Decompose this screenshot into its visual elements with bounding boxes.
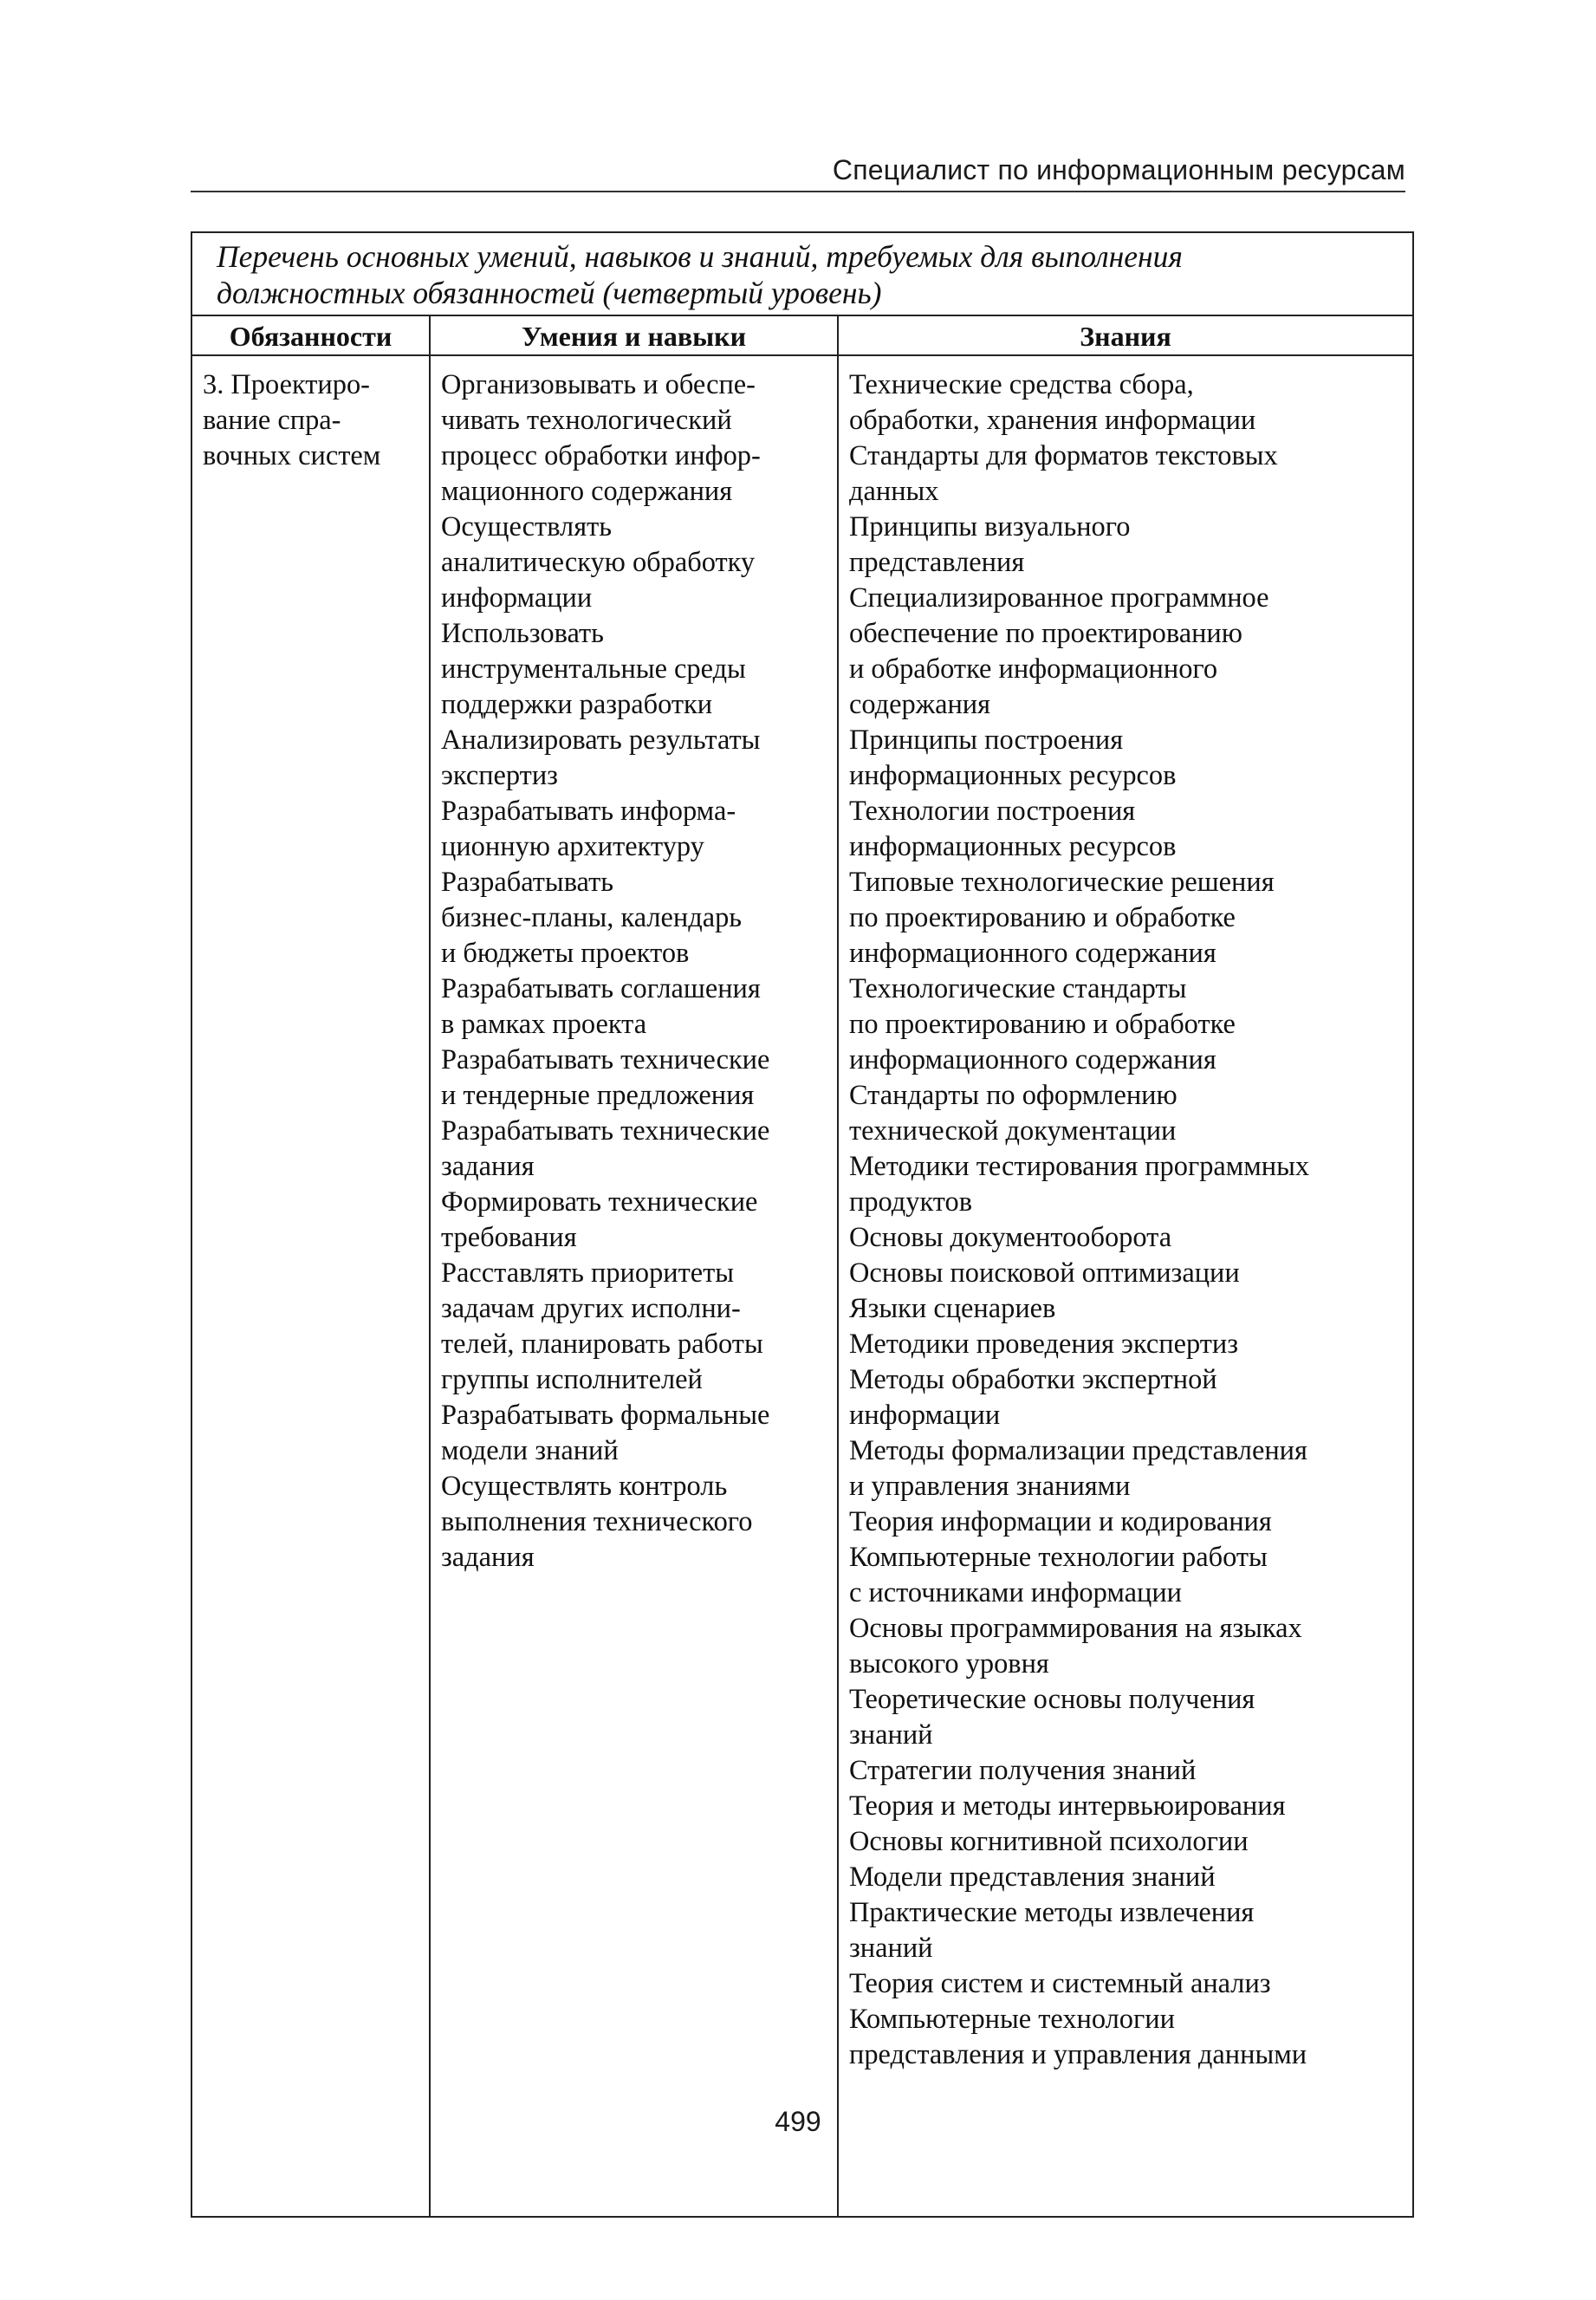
cell-line: Технические средства сбора, [849, 369, 1194, 400]
cell-line: Расставлять приоритеты [441, 1257, 735, 1289]
cell-line: продуктов [849, 1186, 972, 1218]
cell-line: поддержки разработки [441, 689, 713, 720]
cell-line: 3. Проектиро- [203, 369, 370, 400]
cell-line: аналитическую обработку [441, 547, 756, 578]
cell-line: Специализированное программное [849, 582, 1269, 614]
duties-cell [191, 355, 430, 2217]
column-header-knowledge: Знания [838, 315, 1413, 355]
cell-line: содержания [849, 689, 991, 720]
cell-line: Теория и методы интервьюирования [849, 1790, 1286, 1822]
cell-line: данных [849, 476, 939, 507]
cell-line: Организовывать и обеспе- [441, 369, 756, 400]
cell-line: информационного содержания [849, 1044, 1216, 1075]
cell-line: Принципы визуального [849, 511, 1131, 543]
cell-line: Разрабатывать формальные [441, 1400, 770, 1431]
cell-line: Разрабатывать технические [441, 1115, 770, 1147]
cell-line: информационных ресурсов [849, 760, 1177, 791]
cell-line: вание спра- [203, 405, 341, 436]
skills-cell [430, 355, 838, 2217]
cell-line: Теоретические основы получения [849, 1684, 1255, 1715]
cell-line: телей, планировать работы [441, 1329, 763, 1360]
cell-line: модели знаний [441, 1435, 619, 1466]
cell-line: с источниками информации [849, 1577, 1182, 1608]
column-header-skills: Умения и навыки [430, 315, 838, 355]
running-head: Специалист по информационным ресурсам [832, 154, 1405, 185]
cell-line: и тендерные предложения [441, 1080, 755, 1111]
cell-line: чивать технологический [441, 405, 732, 436]
cell-line: Основы документооборота [849, 1222, 1172, 1253]
cell-line: Стратегии получения знаний [849, 1755, 1197, 1786]
cell-line: и бюджеты проектов [441, 938, 690, 969]
cell-line: информации [849, 1400, 1001, 1431]
cell-line: Стандарты по оформлению [849, 1080, 1178, 1111]
cell-line: в рамках проекта [441, 1009, 647, 1040]
cell-line: группы исполнителей [441, 1364, 703, 1395]
cell-line: требования [441, 1222, 577, 1253]
cell-line: по проектированию и обработке [849, 1009, 1236, 1040]
cell-line: инструментальные среды [441, 653, 746, 685]
caption-line: должностных обязанностей (четвертый уровень) [217, 276, 882, 310]
cell-line: Методы формализации представления [849, 1435, 1307, 1466]
cell-line: задачам других исполни- [441, 1293, 741, 1324]
cell-line: Основы программирования на языках [849, 1613, 1302, 1644]
cell-line: бизнес-планы, календарь [441, 902, 743, 933]
cell-line: высокого уровня [849, 1648, 1049, 1680]
cell-line: представления и управления данными [849, 2039, 1307, 2070]
cell-line: Методики проведения экспертиз [849, 1329, 1238, 1360]
cell-line: Разрабатывать технические [441, 1044, 770, 1075]
cell-line: Теория систем и системный анализ [849, 1968, 1271, 1999]
cell-line: экспертиз [441, 760, 558, 791]
cell-line: задания [441, 1151, 535, 1182]
header-rule [191, 191, 1405, 192]
cell-line: по проектированию и обработке [849, 902, 1236, 933]
cell-line: обработки, хранения информации [849, 405, 1256, 436]
cell-line: Языки сценариев [849, 1293, 1056, 1324]
cell-line: Компьютерные технологии работы [849, 1542, 1268, 1573]
cell-line: Разрабатывать [441, 867, 614, 898]
cell-line: Анализировать результаты [441, 724, 761, 756]
cell-line: Типовые технологические решения [849, 867, 1275, 898]
cell-line: Основы когнитивной психологии [849, 1826, 1249, 1857]
page-number: 499 [775, 2106, 821, 2137]
cell-line: и обработке информационного [849, 653, 1218, 685]
cell-line: мационного содержания [441, 476, 733, 507]
cell-line: обеспечение по проектированию [849, 618, 1242, 649]
cell-line: Принципы построения [849, 724, 1124, 756]
cell-line: Компьютерные технологии [849, 2004, 1175, 2035]
cell-line: знаний [849, 1719, 933, 1751]
cell-line: Методы обработки экспертной [849, 1364, 1217, 1395]
cell-line: вочных систем [203, 440, 381, 471]
cell-line: Теория информации и кодирования [849, 1506, 1272, 1537]
cell-line: Разрабатывать информа- [441, 796, 736, 827]
knowledge-cell [838, 355, 1413, 2217]
cell-line: Основы поисковой оптимизации [849, 1257, 1240, 1289]
cell-line: Модели представления знаний [849, 1861, 1216, 1893]
cell-line: Осуществлять [441, 511, 613, 543]
cell-line: Использовать [441, 618, 604, 649]
column-header-duties: Обязанности [191, 315, 430, 355]
cell-line: выполнения технического [441, 1506, 753, 1537]
cell-line: задания [441, 1542, 535, 1573]
caption-line: Перечень основных умений, навыков и знаний, требуемых для выполнения [217, 239, 1183, 274]
cell-line: технической документации [849, 1115, 1177, 1147]
cell-line: представления [849, 547, 1025, 578]
cell-line: информационных ресурсов [849, 831, 1177, 862]
cell-line: Разрабатывать соглашения [441, 973, 761, 1004]
table-caption [191, 232, 1413, 315]
table-row [191, 355, 1413, 2217]
cell-line: Практические методы извлечения [849, 1897, 1255, 1928]
cell-line: Методики тестирования программных [849, 1151, 1310, 1182]
cell-line: информации [441, 582, 593, 614]
cell-line: ционную архитектуру [441, 831, 704, 862]
cell-line: Технологии построения [849, 796, 1136, 827]
cell-line: информационного содержания [849, 938, 1216, 969]
cell-line: процесс обработки инфор- [441, 440, 761, 471]
cell-line: знаний [849, 1933, 933, 1964]
cell-line: и управления знаниями [849, 1471, 1131, 1502]
cell-line: Стандарты для форматов текстовых [849, 440, 1278, 471]
cell-line: Формировать технические [441, 1186, 758, 1218]
competency-table [191, 231, 1414, 2218]
cell-line: Осуществлять контроль [441, 1471, 728, 1502]
cell-line: Технологические стандарты [849, 973, 1187, 1004]
